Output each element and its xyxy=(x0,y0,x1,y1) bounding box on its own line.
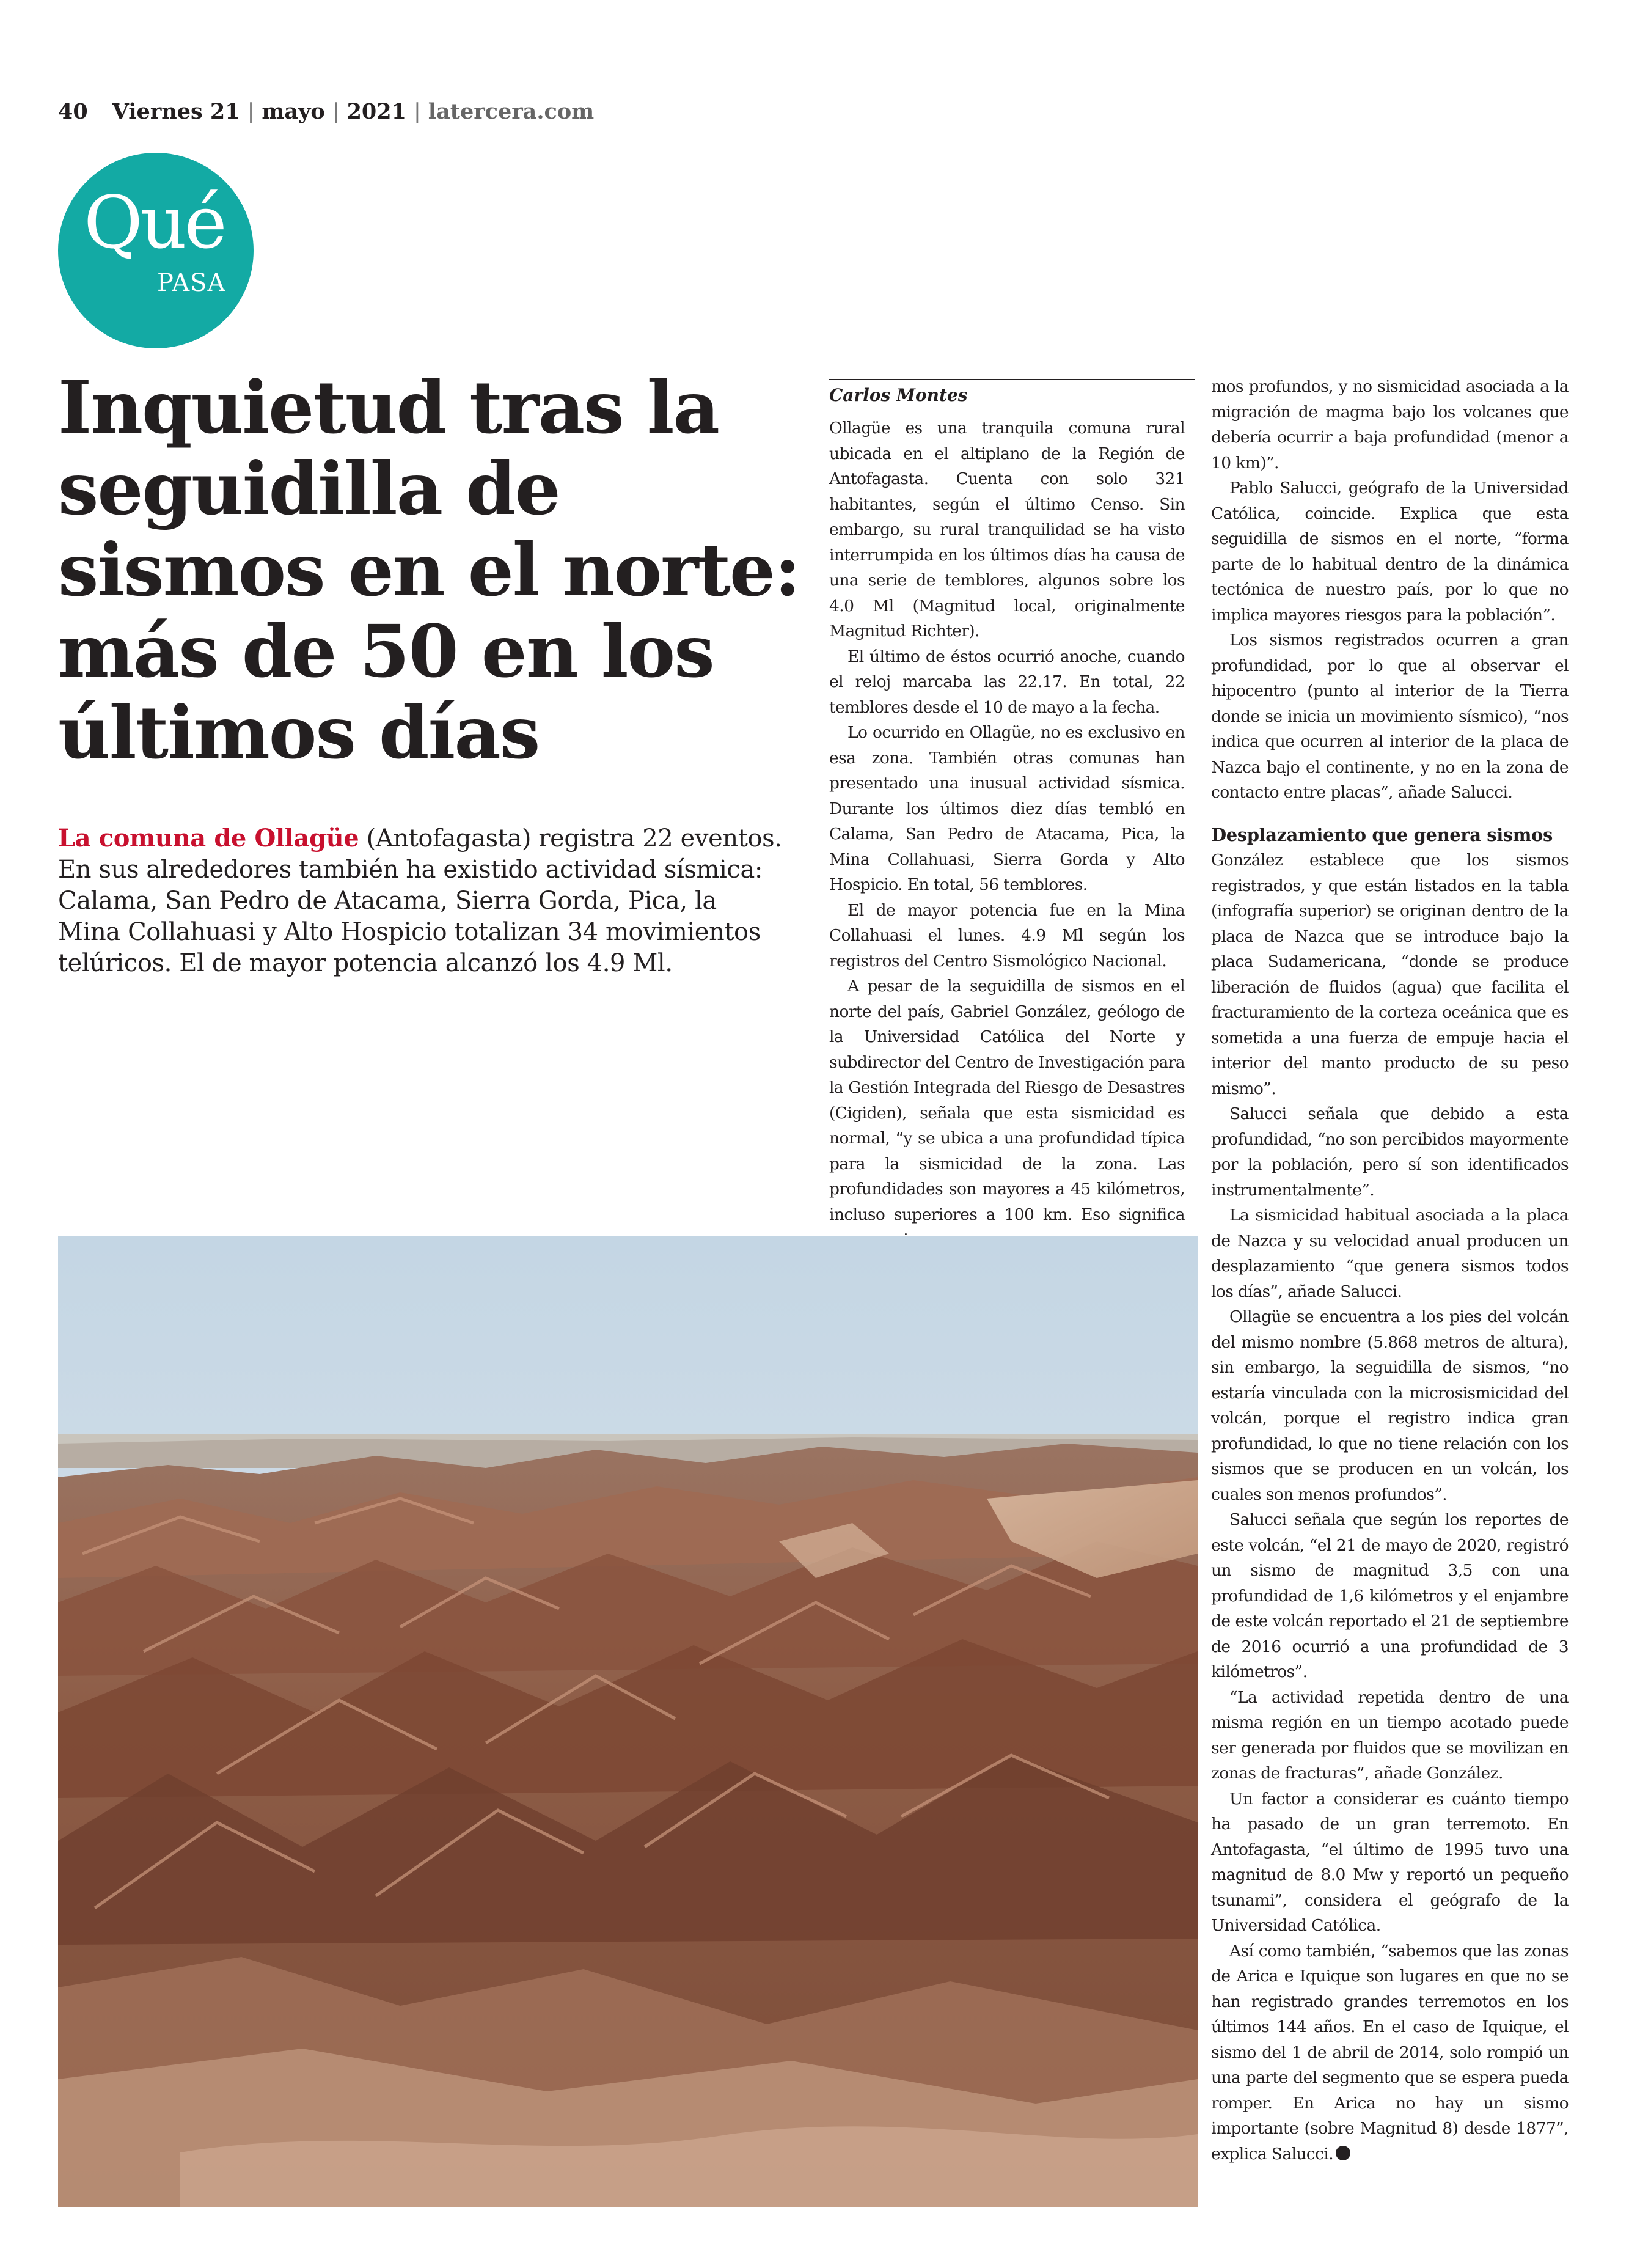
date-month: mayo xyxy=(262,99,325,124)
body-paragraph: Salucci señala que debido a esta profundidad, “no son percibidos mayormente por la población, pero sí son identificados instrumentalmente”. xyxy=(1211,1104,1569,1200)
page-header xyxy=(58,99,594,130)
final-paragraph-text: Así como también, “sabemos que las zonas de Arica e Iquique son lugares en que no se han registrado grandes terremotos en los últimos 144 años. En el caso de Iquique, el sismo del 1 de abril de 2014, solo rompió un una parte del segmento que se espera pueda romper. En Arica no hay un sismo importante (sobre Magnitud 8) desde 1877”, explica Salucci. xyxy=(1211,1941,1569,2163)
body-paragraph: El de mayor potencia fue en la Mina Collahuasi el lunes. 4.9 Ml según los registros del Centro Sismológico Nacional. xyxy=(829,900,1185,971)
author-name: Carlos Montes xyxy=(829,385,968,405)
body-paragraph: El último de éstos ocurrió anoche, cuando el reloj marcaba las 22.17. En total, 22 temblores desde el 10 de mayo a la fecha. xyxy=(829,647,1185,717)
site-link[interactable]: latercera.com xyxy=(428,99,595,124)
body-paragraph: Pablo Salucci, geógrafo de la Universidad Católica, coincide. Explica que esta seguidilla de sismos en el norte, “forma parte de lo habitual dentro de la dinámica tectónica de nuestro país, por lo que no implica mayores riesgos para la población”. xyxy=(1211,479,1569,625)
date-year: 2021 xyxy=(346,99,406,124)
page-number: 40 xyxy=(58,99,88,124)
logo-que-text: Qué xyxy=(84,180,225,265)
headline-line: últimos días xyxy=(58,690,540,775)
headline-line: sismos en el norte: xyxy=(58,527,800,612)
body-paragraph: A pesar de la seguidilla de sismos en el norte del país, Gabriel González, geólogo de la Universidad Católica del Norte y subdirector del Centro de Investigación para la Gestión Integrada del Riesgo de Desastres (Cigiden), señala que esta sismicidad es normal, “y se ubica a una profundidad típica para la sismicidad de la zona. Las profundidades son mayores a 45 kilómetros, incluso superiores a 100 km. Eso significa xyxy=(829,977,1185,1224)
headline-line: seguidilla de xyxy=(58,446,560,531)
body-paragraph: González establece que los sismos registrados, y que están listados en la tabla (infografía superior) se originan dentro de la placa de Nazca que se introduce bajo la placa Sudamericana, “donde se produce liberación de fluidos (agua) que facilita el fracturamiento de la corteza oceánica que es sometida a una fuerza de empuje hacia el interior del manto producto de su peso mismo”. xyxy=(1211,851,1569,1098)
desert-landscape-photo xyxy=(58,1236,1198,2207)
header-separator: | xyxy=(414,100,421,124)
body-paragraph: Salucci señala que según los reportes de este volcán, “el 21 de mayo de 2020, registró un sismo de magnitud 3,5 con una profundidad de 1,6 kilómetros y el enjambre de este volcán reportado el 21 de septiembre de 2016 ocurrió a una profundidad de 3 kilómetros”. xyxy=(1211,1510,1569,1681)
body-paragraph: mos profundos, y no sismicidad asociada a la migración de magma bajo los volcanes que debería ocurrir a baja profundidad (menor a 10 km)”. xyxy=(1211,377,1569,472)
body-paragraph: Lo ocurrido en Ollagüe, no es exclusivo en esa zona. También otras comunas han presentado una inusual actividad sísmica. Durante los últimos diez días tembló en Calama, San Pedro de Atacama, Pica, la Mina Collahuasi, Sierra Gorda y Alto Hospicio. En total, 56 temblores. xyxy=(829,723,1185,894)
body-paragraph: Los sismos registrados ocurren a gran profundidad, por lo que al observar el hipocentro (punto al interior de la Tierra donde se inicia un movimiento sísmico), “nos indica que ocurren al interior de la placa de Nazca bajo el continente, y no en la zona de contacto entre placas”, añade Salucci. xyxy=(1211,631,1569,802)
headline xyxy=(58,367,822,773)
que-pasa-logo xyxy=(58,153,254,348)
landscape-illustration xyxy=(58,1236,1198,2207)
logo-pasa-text: PASA xyxy=(157,269,226,297)
body-paragraph: Ollagüe es una tranquila comuna rural ubicada en el altiplano de la Región de Antofagasta. Cuenta con solo 321 habitantes, según el último Censo. Sin embargo, su rural tranquilidad se ha visto interrumpida en los últimos días ha causa de una serie de temblores, algunos sobre los 4.0 Ml (Magnitud local, originalmente Magnitud Richter). xyxy=(829,419,1185,640)
lead-highlight: La comuna de Ollagüe xyxy=(58,824,359,853)
headline-line: Inquietud tras la xyxy=(58,365,719,450)
header-separator: | xyxy=(247,100,255,124)
body-paragraph: La sismicidad habitual asociada a la placa de Nazca y su velocidad anual producen un desplazamiento “que genera sismos todos los días”, añade Salucci. xyxy=(1211,1206,1569,1301)
article-column-1 xyxy=(829,416,1185,1253)
body-paragraph: Un factor a considerar es cuánto tiempo ha pasado de un gran terremoto. En Antofagasta, “el último de 1995 tuvo una magnitud de 8.0 Mw y reportó un pequeño tsunami”, considera el geógrafo de la Universidad Católica. xyxy=(1211,1789,1569,1935)
article-column-2 xyxy=(1211,374,1569,2167)
end-of-article-dot-icon xyxy=(1336,2146,1350,2160)
headline-line: más de 50 en los xyxy=(58,609,714,694)
lead-paragraph xyxy=(58,823,782,979)
lead-text: (Antofagasta) registra 22 eventos. En sus alrededores también ha existido actividad sísmica: Calama, San Pedro de Atacama, Sierra Gorda, Pica, la Mina Collahuasi y Alto Hospicio totalizan 34 movimientos telúricos. El de mayor potencia alcanzó los 4.9 Ml. xyxy=(58,824,782,977)
date-day: Viernes 21 xyxy=(112,99,240,124)
header-separator: | xyxy=(332,100,340,124)
subheading: Desplazamiento que genera sismos xyxy=(1211,824,1553,845)
body-paragraph: Ollagüe se encuentra a los pies del volcán del mismo nombre (5.868 metros de altura), sin embargo, la seguidilla de sismos, “no estaría vinculada con la microsismicidad del volcán, porque el registro indica gran profundidad, lo que no tiene relación con los sismos que se producen en un volcán, los cuales son menos profundos”. xyxy=(1211,1307,1569,1504)
body-paragraph-final xyxy=(1211,1939,1569,2167)
body-paragraph: “La actividad repetida dentro de una misma región en un tiempo acotado puede ser generada por fluidos que se movilizan en zonas de fracturas”, añade González. xyxy=(1211,1687,1569,1783)
byline xyxy=(829,379,1195,408)
